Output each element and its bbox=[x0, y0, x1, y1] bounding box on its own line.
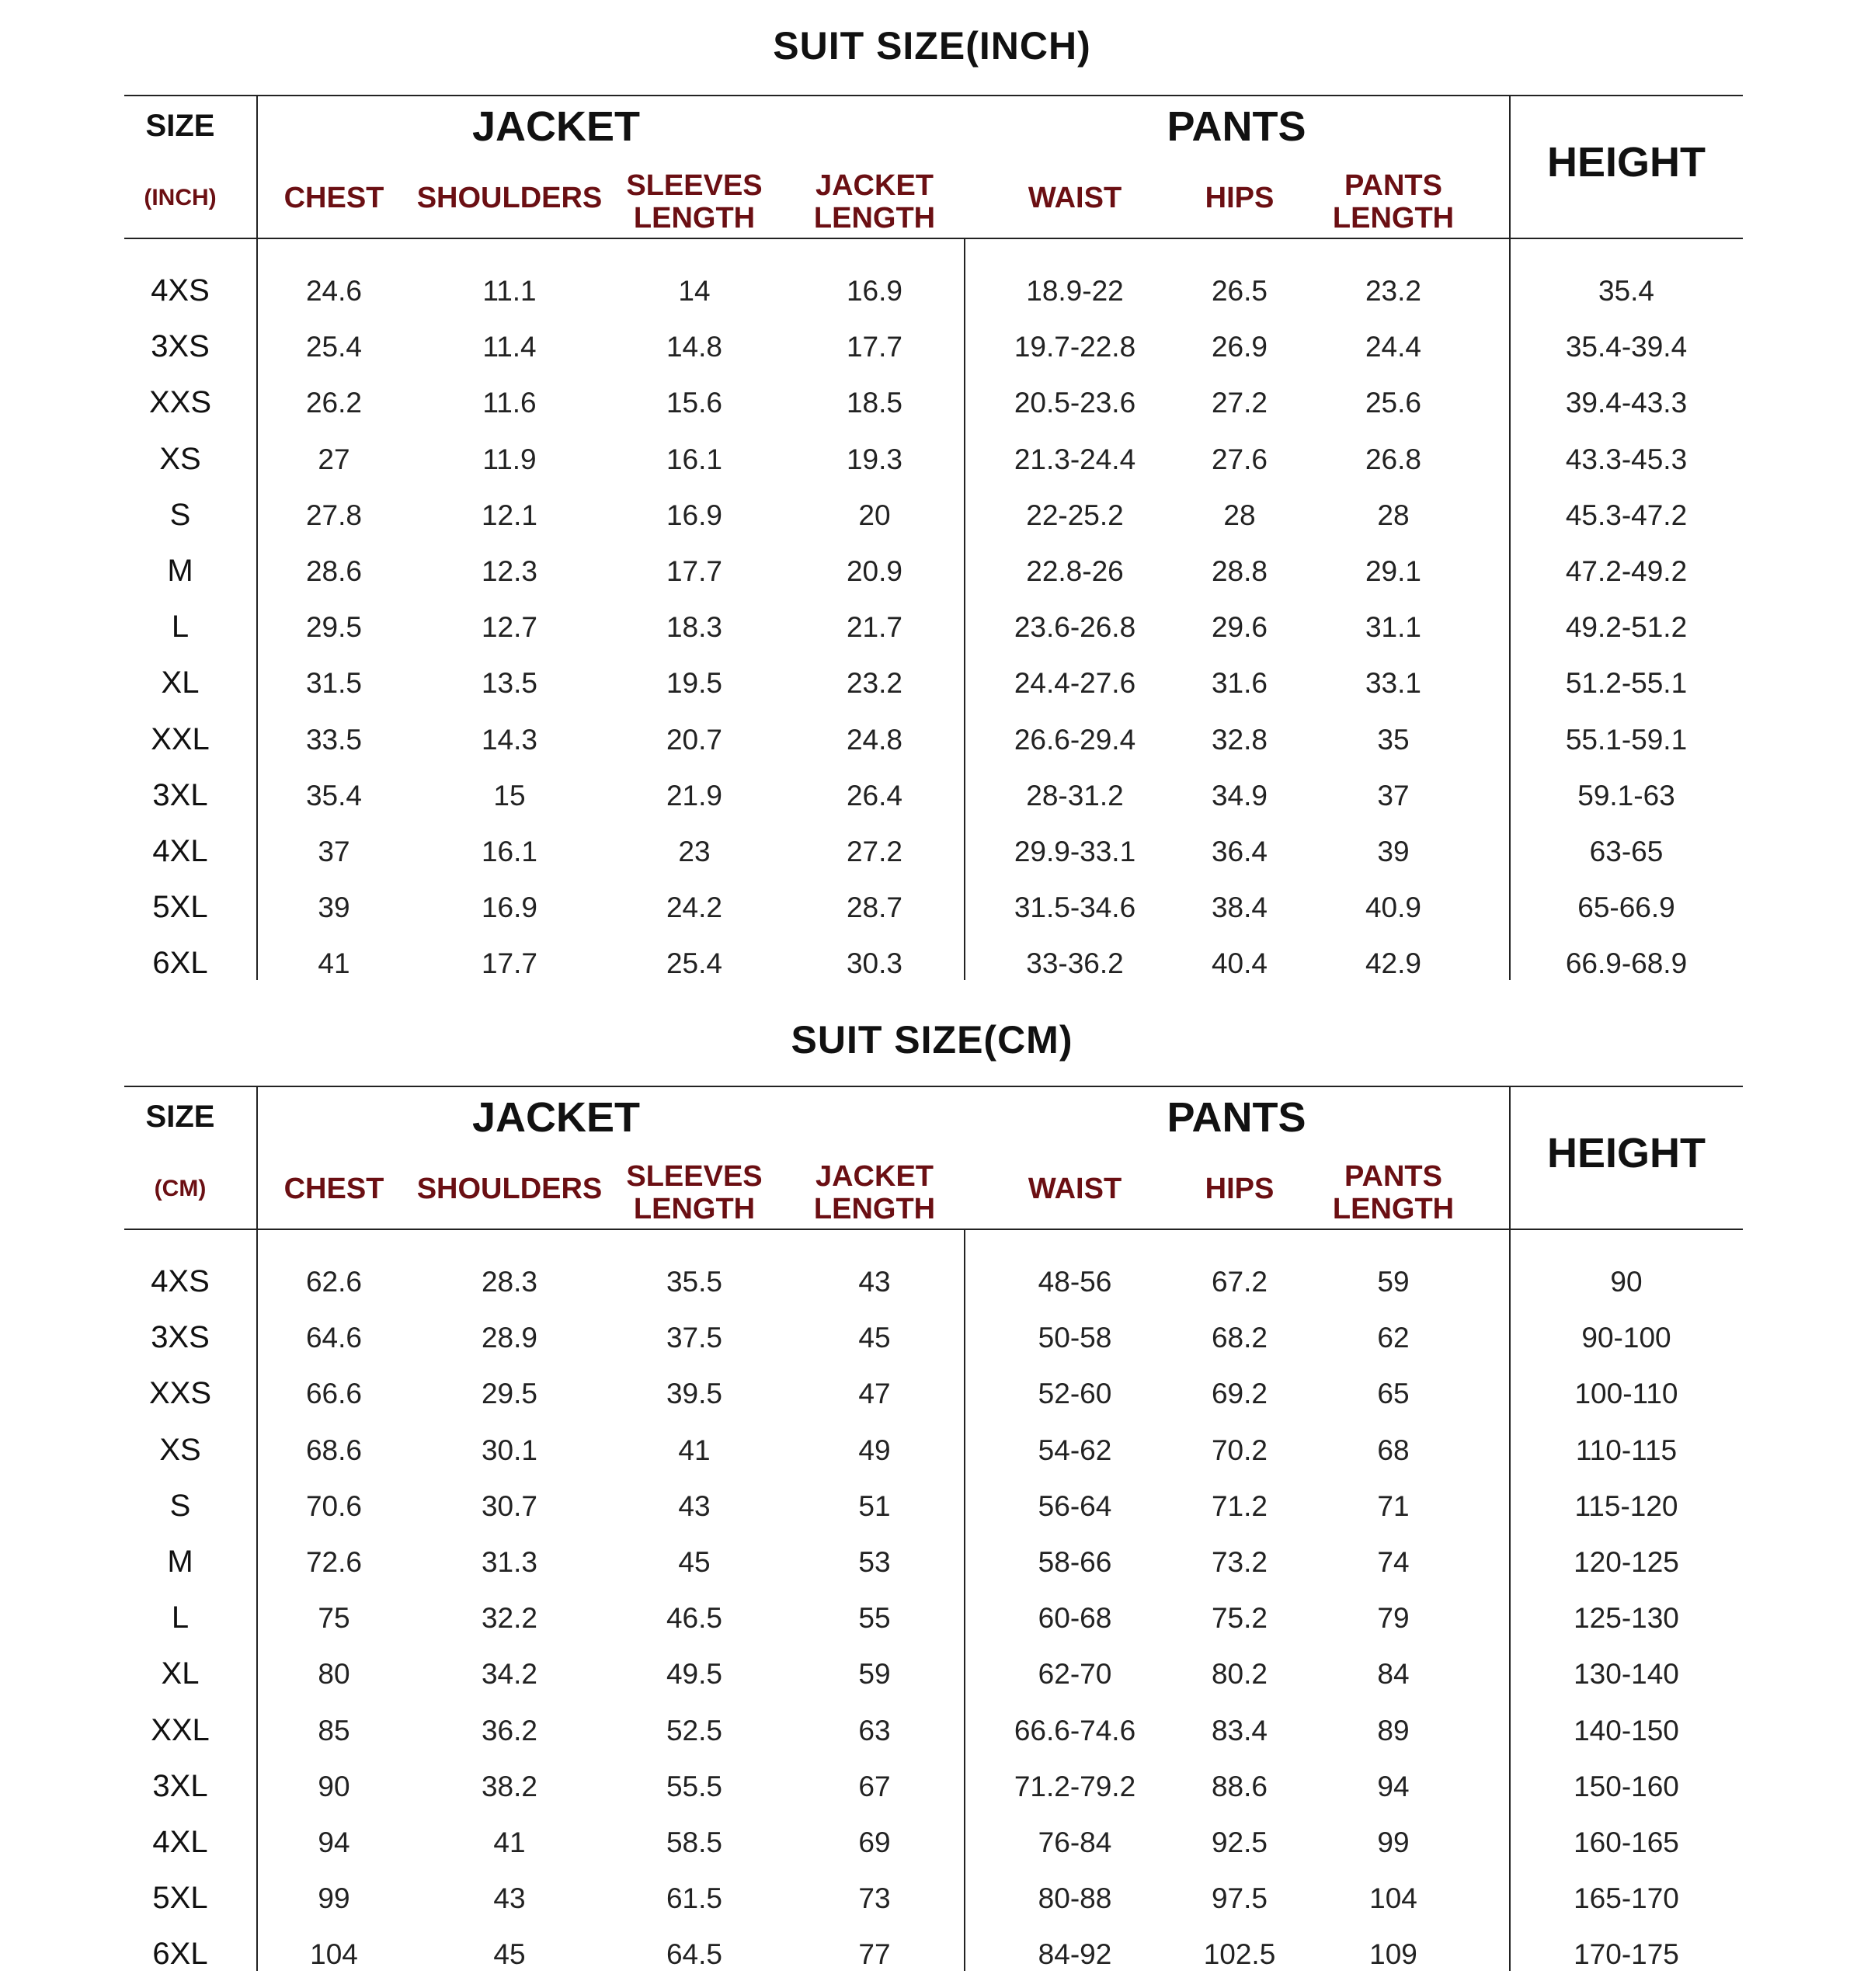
table-cell: 32.2 bbox=[481, 1602, 537, 1635]
table-cell: 104 bbox=[310, 1938, 358, 1971]
table-cell: 68.6 bbox=[305, 1434, 362, 1466]
table-cell: 55.5 bbox=[666, 1770, 722, 1802]
table-cell: 64.6 bbox=[305, 1322, 362, 1354]
table-cell: 39.5 bbox=[666, 1378, 722, 1410]
table-cell: 90 bbox=[318, 1770, 350, 1802]
size-cell: M bbox=[167, 554, 193, 588]
table-cell: 62 bbox=[1377, 1322, 1410, 1354]
table-cell: 23.2 bbox=[846, 667, 902, 700]
table-cell: 20.7 bbox=[666, 723, 722, 756]
table-cell: 130-140 bbox=[1574, 1658, 1679, 1691]
table-cell: 43.3-45.3 bbox=[1565, 443, 1688, 475]
table-cell: 45 bbox=[493, 1938, 526, 1971]
column-header-line: LENGTH bbox=[633, 1193, 756, 1225]
table-cell: 83.4 bbox=[1211, 1714, 1268, 1746]
table-cell: 33.1 bbox=[1365, 667, 1421, 700]
table-cell: 42.9 bbox=[1365, 947, 1421, 980]
table-cell: 21.7 bbox=[846, 611, 902, 644]
column-header bbox=[233, 1173, 435, 1205]
column-header-line: JACKET bbox=[815, 1160, 934, 1193]
table-cell: 21.3-24.4 bbox=[1014, 443, 1136, 475]
table-cell: 79 bbox=[1377, 1602, 1410, 1635]
table-cell: 31.3 bbox=[481, 1546, 537, 1578]
table-cell: 19.5 bbox=[666, 667, 722, 700]
size-cell: 3XS bbox=[151, 1320, 210, 1355]
table-cell: 80 bbox=[318, 1658, 350, 1691]
table-cell: 59.1-63 bbox=[1577, 779, 1675, 812]
column-header-line: WAIST bbox=[1028, 182, 1122, 214]
table-cell: 18.9-22 bbox=[1026, 275, 1124, 307]
table-cell: 47 bbox=[858, 1378, 891, 1410]
table-cell: 14.3 bbox=[481, 723, 537, 756]
table-cell: 35.5 bbox=[666, 1266, 722, 1298]
table-cell: 22.8-26 bbox=[1026, 555, 1124, 587]
table-cell: 32.8 bbox=[1211, 723, 1268, 756]
column-header bbox=[233, 182, 435, 214]
column-header-line: LENGTH bbox=[1332, 1193, 1455, 1225]
table-cell: 41 bbox=[493, 1826, 526, 1858]
table-cell: 58-66 bbox=[1038, 1546, 1112, 1578]
table-cell: 40.9 bbox=[1365, 891, 1421, 924]
table-cell: 28.8 bbox=[1211, 555, 1268, 587]
size-cell: XXS bbox=[148, 385, 212, 420]
table-cell: 28 bbox=[1377, 499, 1410, 531]
table-cell: 71.2 bbox=[1211, 1489, 1268, 1522]
column-header-line: SLEEVES bbox=[626, 169, 763, 202]
column-header bbox=[409, 1173, 610, 1205]
table-cell: 27.8 bbox=[305, 499, 362, 531]
column-header bbox=[1292, 1160, 1494, 1225]
unit-label: (INCH) bbox=[144, 185, 217, 210]
column-header-line: PANTS bbox=[1344, 169, 1442, 202]
table-cell: 29.5 bbox=[305, 611, 362, 644]
jacket-group-header: JACKET bbox=[471, 1094, 641, 1141]
table-cell: 23.6-26.8 bbox=[1014, 611, 1136, 644]
table-cell: 37 bbox=[1377, 779, 1410, 812]
table-cell: 69.2 bbox=[1211, 1378, 1268, 1410]
table-cell: 80-88 bbox=[1038, 1882, 1112, 1915]
column-header-line: SHOULDERS bbox=[416, 182, 603, 214]
table-cell: 21.9 bbox=[666, 779, 722, 812]
size-cell: S bbox=[169, 497, 191, 532]
table-cell: 65-66.9 bbox=[1577, 891, 1675, 924]
table-cell: 92.5 bbox=[1211, 1826, 1268, 1858]
table-cell: 54-62 bbox=[1038, 1434, 1112, 1466]
table-cell: 65 bbox=[1377, 1378, 1410, 1410]
table-cell: 46.5 bbox=[666, 1602, 722, 1635]
table-cell: 48-56 bbox=[1038, 1266, 1112, 1298]
jacket-group-header: JACKET bbox=[471, 103, 641, 150]
table-cell: 35.4-39.4 bbox=[1565, 331, 1688, 363]
column-header bbox=[593, 1160, 795, 1225]
table-cell: 30.1 bbox=[481, 1434, 537, 1466]
table-cell: 97.5 bbox=[1211, 1882, 1268, 1915]
table-cell: 26.9 bbox=[1211, 331, 1268, 363]
table-cell: 20.5-23.6 bbox=[1014, 387, 1136, 419]
table-cell: 94 bbox=[318, 1826, 350, 1858]
table-cell: 18.3 bbox=[666, 611, 722, 644]
table-cell: 69 bbox=[858, 1826, 891, 1858]
table-cell: 16.9 bbox=[846, 275, 902, 307]
column-divider bbox=[964, 1230, 965, 1971]
size-cell: 6XL bbox=[152, 1937, 208, 1972]
column-header-line: HIPS bbox=[1205, 1173, 1275, 1205]
table-cell: 150-160 bbox=[1574, 1770, 1679, 1802]
table-cell: 38.2 bbox=[481, 1770, 537, 1802]
table-cell: 120-125 bbox=[1574, 1546, 1679, 1578]
table-cell: 59 bbox=[858, 1658, 891, 1691]
table-cell: 15 bbox=[493, 779, 526, 812]
table-cell: 49.2-51.2 bbox=[1565, 611, 1688, 644]
table-cell: 26.2 bbox=[305, 387, 362, 419]
column-header-line: LENGTH bbox=[813, 1193, 936, 1225]
table-cell: 35.4 bbox=[305, 779, 362, 812]
column-header bbox=[774, 1160, 975, 1225]
table-cell: 39 bbox=[1377, 836, 1410, 867]
size-cell: 4XS bbox=[151, 1264, 210, 1298]
table-cell: 39.4-43.3 bbox=[1565, 387, 1688, 419]
column-header-line: LENGTH bbox=[813, 202, 936, 235]
table-cell: 11.9 bbox=[482, 443, 537, 475]
table-cell: 88.6 bbox=[1211, 1770, 1268, 1802]
table-cell: 16.9 bbox=[481, 891, 537, 924]
size-cell: 5XL bbox=[152, 1881, 208, 1916]
table-cell: 24.4-27.6 bbox=[1014, 667, 1136, 700]
table-cell: 35.4 bbox=[1598, 275, 1654, 307]
column-header-line: PANTS bbox=[1344, 1160, 1442, 1193]
table-cell: 16.1 bbox=[666, 443, 722, 475]
table-cell: 25.6 bbox=[1365, 387, 1421, 419]
table-cell: 30.3 bbox=[846, 947, 902, 980]
table-cell: 11.4 bbox=[482, 331, 537, 363]
size-cell: S bbox=[169, 1488, 191, 1523]
pants-group-header: PANTS bbox=[1167, 1094, 1306, 1141]
table-cell: 15.6 bbox=[666, 387, 722, 419]
table-cell: 43 bbox=[858, 1266, 891, 1298]
size-cell: XXL bbox=[151, 721, 210, 756]
size-cell: 6XL bbox=[152, 946, 208, 981]
table-cell: 76-84 bbox=[1038, 1826, 1112, 1858]
table-cell: 25.4 bbox=[305, 331, 362, 363]
table-title: SUIT SIZE(INCH) bbox=[773, 24, 1091, 68]
table-cell: 70.2 bbox=[1211, 1434, 1268, 1466]
table-cell: 66.6-74.6 bbox=[1014, 1714, 1136, 1746]
table-cell: 43 bbox=[678, 1489, 711, 1522]
table-cell: 17.7 bbox=[666, 555, 722, 587]
column-header-line: SHOULDERS bbox=[416, 1173, 603, 1205]
table-cell: 12.3 bbox=[481, 555, 537, 587]
table-cell: 27 bbox=[318, 443, 350, 475]
column-header bbox=[774, 169, 975, 235]
size-cell: 3XS bbox=[151, 329, 210, 364]
size-cell: XL bbox=[161, 1656, 200, 1691]
height-header: HEIGHT bbox=[1546, 139, 1706, 186]
table-cell: 16.1 bbox=[481, 836, 537, 867]
table-cell: 29.9-33.1 bbox=[1014, 836, 1136, 867]
table-cell: 74 bbox=[1377, 1546, 1410, 1578]
table-top-rule bbox=[124, 1086, 1743, 1087]
table-cell: 99 bbox=[318, 1882, 350, 1915]
table-cell: 27.2 bbox=[846, 836, 902, 867]
table-cell: 55 bbox=[858, 1602, 891, 1635]
table-cell: 11.6 bbox=[482, 387, 537, 419]
table-cell: 24.8 bbox=[846, 723, 902, 756]
table-cell: 34.2 bbox=[481, 1658, 537, 1691]
table-cell: 89 bbox=[1377, 1714, 1410, 1746]
table-cell: 29.1 bbox=[1365, 555, 1421, 587]
table-title: SUIT SIZE(CM) bbox=[791, 1018, 1073, 1062]
table-cell: 12.7 bbox=[481, 611, 537, 644]
column-header-line: CHEST bbox=[283, 182, 384, 214]
size-cell: 4XS bbox=[151, 273, 210, 308]
table-cell: 22-25.2 bbox=[1026, 499, 1124, 531]
table-cell: 18.5 bbox=[846, 387, 902, 419]
table-cell: 110-115 bbox=[1575, 1434, 1678, 1466]
table-cell: 75 bbox=[318, 1602, 350, 1635]
column-header bbox=[409, 182, 610, 214]
table-cell: 23 bbox=[678, 836, 711, 867]
table-cell: 33.5 bbox=[305, 723, 362, 756]
size-cell: XXS bbox=[148, 1376, 212, 1411]
table-cell: 77 bbox=[858, 1938, 891, 1971]
table-cell: 41 bbox=[318, 947, 350, 980]
table-cell: 67 bbox=[858, 1770, 891, 1802]
column-header-line: LENGTH bbox=[633, 202, 756, 235]
table-cell: 16.9 bbox=[666, 499, 722, 531]
table-cell: 17.7 bbox=[846, 331, 902, 363]
table-cell: 35 bbox=[1377, 723, 1410, 756]
column-header-line: LENGTH bbox=[1332, 202, 1455, 235]
table-cell: 49.5 bbox=[666, 1658, 722, 1691]
table-cell: 28.3 bbox=[481, 1266, 537, 1298]
table-cell: 47.2-49.2 bbox=[1565, 555, 1688, 587]
size-table bbox=[124, 1086, 1743, 1976]
size-cell: 4XL bbox=[152, 834, 208, 868]
table-cell: 72.6 bbox=[305, 1546, 362, 1578]
table-cell: 11.1 bbox=[482, 275, 537, 307]
table-cell: 31.1 bbox=[1365, 611, 1421, 644]
table-cell: 67.2 bbox=[1211, 1266, 1268, 1298]
table-cell: 71.2-79.2 bbox=[1014, 1770, 1136, 1802]
table-cell: 23.2 bbox=[1365, 275, 1421, 307]
table-cell: 45 bbox=[678, 1546, 711, 1578]
table-cell: 29.5 bbox=[481, 1378, 537, 1410]
table-cell: 62.6 bbox=[305, 1266, 362, 1298]
table-cell: 27.2 bbox=[1211, 387, 1268, 419]
size-cell: XL bbox=[161, 666, 200, 700]
column-header-line: WAIST bbox=[1028, 1173, 1122, 1205]
table-cell: 13.5 bbox=[481, 667, 537, 700]
table-cell: 19.3 bbox=[846, 443, 902, 475]
size-cell: 3XL bbox=[152, 777, 208, 812]
size-cell: 4XL bbox=[152, 1825, 208, 1859]
size-header: SIZE bbox=[145, 109, 215, 143]
table-cell: 70.6 bbox=[305, 1489, 362, 1522]
table-cell: 14.8 bbox=[666, 331, 722, 363]
table-cell: 43 bbox=[493, 1882, 526, 1915]
table-cell: 49 bbox=[858, 1434, 891, 1466]
table-cell: 63 bbox=[858, 1714, 891, 1746]
table-cell: 20.9 bbox=[846, 555, 902, 587]
header-bottom-rule bbox=[124, 1229, 1743, 1230]
table-cell: 73 bbox=[858, 1882, 891, 1915]
table-cell: 20 bbox=[858, 499, 891, 531]
column-header-line: JACKET bbox=[815, 169, 934, 202]
size-cell: XXL bbox=[151, 1712, 210, 1747]
table-cell: 36.4 bbox=[1211, 836, 1268, 867]
table-cell: 125-130 bbox=[1574, 1602, 1679, 1635]
table-cell: 50-58 bbox=[1038, 1322, 1112, 1354]
table-cell: 68 bbox=[1377, 1434, 1410, 1466]
table-cell: 40.4 bbox=[1211, 947, 1268, 980]
pants-group-header: PANTS bbox=[1167, 103, 1306, 150]
size-table bbox=[124, 95, 1743, 985]
table-cell: 24.2 bbox=[666, 891, 722, 924]
table-cell: 28.6 bbox=[305, 555, 362, 587]
table-cell: 24.4 bbox=[1365, 331, 1421, 363]
table-cell: 38.4 bbox=[1211, 891, 1268, 924]
table-cell: 90 bbox=[1610, 1266, 1643, 1298]
size-cell: L bbox=[171, 610, 190, 645]
table-cell: 41 bbox=[678, 1434, 711, 1466]
table-cell: 45.3-47.2 bbox=[1565, 499, 1688, 531]
table-cell: 59 bbox=[1377, 1266, 1410, 1298]
table-cell: 62-70 bbox=[1038, 1658, 1112, 1691]
table-cell: 31.5 bbox=[305, 667, 362, 700]
size-cell: 3XL bbox=[152, 1768, 208, 1803]
table-cell: 68.2 bbox=[1211, 1322, 1268, 1354]
table-cell: 36.2 bbox=[481, 1714, 537, 1746]
column-header-line: CHEST bbox=[283, 1173, 384, 1205]
table-cell: 80.2 bbox=[1211, 1658, 1268, 1691]
table-cell: 39 bbox=[318, 891, 350, 924]
size-cell: M bbox=[167, 1545, 193, 1579]
table-cell: 37.5 bbox=[666, 1322, 722, 1354]
table-cell: 45 bbox=[858, 1322, 891, 1354]
table-cell: 63-65 bbox=[1589, 836, 1664, 867]
table-cell: 37 bbox=[318, 836, 350, 867]
table-cell: 26.5 bbox=[1211, 275, 1268, 307]
table-cell: 165-170 bbox=[1574, 1882, 1679, 1915]
size-cell: XS bbox=[159, 1432, 201, 1467]
table-cell: 75.2 bbox=[1211, 1602, 1268, 1635]
table-cell: 160-165 bbox=[1574, 1826, 1679, 1858]
table-cell: 100-110 bbox=[1574, 1378, 1678, 1410]
table-cell: 17.7 bbox=[481, 947, 537, 980]
size-cell: XS bbox=[159, 441, 201, 476]
table-cell: 90-100 bbox=[1581, 1322, 1671, 1354]
table-cell: 104 bbox=[1369, 1882, 1417, 1915]
table-cell: 28 bbox=[1223, 499, 1256, 531]
table-cell: 56-64 bbox=[1038, 1489, 1112, 1522]
table-cell: 28.7 bbox=[846, 891, 902, 924]
column-header bbox=[1292, 169, 1494, 235]
column-divider bbox=[964, 239, 965, 980]
table-cell: 53 bbox=[858, 1546, 891, 1578]
table-cell: 14 bbox=[678, 275, 711, 307]
table-cell: 29.6 bbox=[1211, 611, 1268, 644]
size-header: SIZE bbox=[145, 1100, 215, 1134]
table-cell: 31.5-34.6 bbox=[1014, 891, 1136, 924]
table-cell: 52-60 bbox=[1038, 1378, 1112, 1410]
table-cell: 34.9 bbox=[1211, 779, 1268, 812]
table-cell: 170-175 bbox=[1574, 1938, 1679, 1971]
table-cell: 26.8 bbox=[1365, 443, 1421, 475]
table-cell: 28-31.2 bbox=[1026, 779, 1124, 812]
table-cell: 115-120 bbox=[1574, 1489, 1678, 1522]
table-cell: 52.5 bbox=[666, 1714, 722, 1746]
table-cell: 31.6 bbox=[1211, 667, 1268, 700]
table-cell: 85 bbox=[318, 1714, 350, 1746]
table-cell: 19.7-22.8 bbox=[1014, 331, 1136, 363]
table-cell: 12.1 bbox=[481, 499, 537, 531]
table-cell: 60-68 bbox=[1038, 1602, 1112, 1635]
table-cell: 25.4 bbox=[666, 947, 722, 980]
table-cell: 24.6 bbox=[305, 275, 362, 307]
table-cell: 58.5 bbox=[666, 1826, 722, 1858]
table-cell: 26.4 bbox=[846, 779, 902, 812]
table-cell: 109 bbox=[1369, 1938, 1417, 1971]
unit-label: (CM) bbox=[154, 1176, 207, 1201]
table-cell: 102.5 bbox=[1203, 1938, 1276, 1971]
table-cell: 66.9-68.9 bbox=[1565, 947, 1688, 980]
table-cell: 30.7 bbox=[481, 1489, 537, 1522]
table-cell: 140-150 bbox=[1574, 1714, 1679, 1746]
column-header bbox=[593, 169, 795, 235]
height-header: HEIGHT bbox=[1546, 1130, 1706, 1176]
table-cell: 99 bbox=[1377, 1826, 1410, 1858]
table-cell: 64.5 bbox=[666, 1938, 722, 1971]
size-cell: 5XL bbox=[152, 890, 208, 925]
column-header-line: SLEEVES bbox=[626, 1160, 763, 1193]
table-cell: 33-36.2 bbox=[1026, 947, 1124, 980]
table-cell: 26.6-29.4 bbox=[1014, 723, 1136, 756]
header-bottom-rule bbox=[124, 238, 1743, 239]
table-cell: 51 bbox=[858, 1489, 891, 1522]
table-cell: 27.6 bbox=[1211, 443, 1268, 475]
table-cell: 84-92 bbox=[1038, 1938, 1112, 1971]
table-cell: 28.9 bbox=[481, 1322, 537, 1354]
table-cell: 55.1-59.1 bbox=[1565, 723, 1688, 756]
table-cell: 73.2 bbox=[1211, 1546, 1268, 1578]
table-cell: 51.2-55.1 bbox=[1565, 667, 1688, 700]
table-cell: 84 bbox=[1377, 1658, 1410, 1691]
table-cell: 61.5 bbox=[666, 1882, 722, 1915]
table-cell: 94 bbox=[1377, 1770, 1410, 1802]
table-cell: 71 bbox=[1377, 1489, 1410, 1522]
column-header-line: HIPS bbox=[1205, 182, 1275, 214]
table-top-rule bbox=[124, 95, 1743, 96]
size-cell: L bbox=[171, 1600, 190, 1635]
table-cell: 66.6 bbox=[305, 1378, 362, 1410]
